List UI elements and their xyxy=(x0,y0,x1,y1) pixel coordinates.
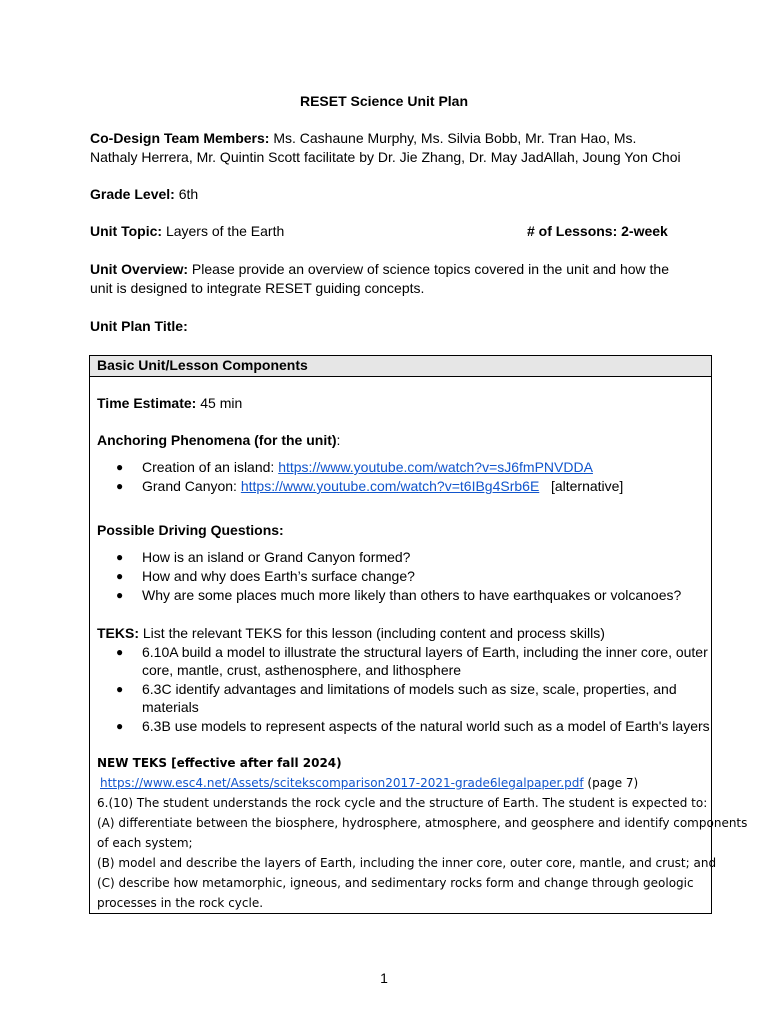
grade-value: 6th xyxy=(174,186,199,202)
new-teks-line: processes in the rock cycle. xyxy=(97,896,264,910)
new-teks-line: (B) model and describe the layers of Earth, including the inner core, outer core, mantle, and crust; and xyxy=(97,856,717,870)
anchoring-label: Anchoring Phenomena (for the unit) xyxy=(97,432,337,448)
components-table: Basic Unit/Lesson Components Time Estimate: 45 min Anchoring Phenomena (for the unit): ● Creation of an island: https://www.youtube.com/watch?v=sJ6fmPNVDDA ● Grand Canyon: https://www.youtube.com/watch?v=t6IBg4Srb6E [alternative] Possible Driving Questions: ● How is an island or Grand Canyon formed? ● How and why does Earth’s surface change? ● Why are some places much more likely than others to have earthquakes or volcanoes? TEKS: List the relevant TEKS for this lesson (including content and process skills) ● 6.10A build a model to illustrate the structural layers of Earth, including the inner core, outer core, mantle, crust, asthenosphere, and lithosphere ● 6.3C identify advantages and limitations of models such as size, scale, properties, and materials ● 6.3B use models to represent aspects of the natural world such as a model of Earth's layers NEW TEKS [effective after fall 2024) https://www.esc4.net/Assets/scitekscomparison2017-2021-grade6legalpaper.pdf (page 7) 6.(10) The student understands the rock cycle and the structure of Earth. The student is expected to: (A) differentiate between the biosphere, hydrosphere, atmosphere, and geosphere and identify components of each system; (B) model and describe the layers of Earth, including the inner core, outer core, mantle, and crust; and (C) describe how metamorphic, igneous, and sedimentary rocks form and change through geologic processes in the rock cycle. xyxy=(89,355,712,914)
bullet-icon: ● xyxy=(116,645,124,659)
grade-level xyxy=(90,185,198,204)
new-teks-line: 6.(10) The student understands the rock cycle and the structure of Earth. The student is expected to: xyxy=(97,796,708,810)
bullet-icon: ● xyxy=(116,719,124,733)
bullet-icon: ● xyxy=(116,588,124,602)
new-teks-link-row: https://www.esc4.net/Assets/scitekscomparison2017-2021-grade6legalpaper.pdf (page 7) xyxy=(100,776,639,790)
teks-intro: List the relevant TEKS for this lesson (including content and process skills) xyxy=(139,625,605,641)
time-label: Time Estimate: xyxy=(97,395,197,411)
team-label: Co-Design Team Members: xyxy=(90,130,270,146)
time-estimate xyxy=(97,394,242,412)
overview-label: Unit Overview: xyxy=(90,261,189,277)
teks-label: TEKS: xyxy=(97,625,139,641)
team-members xyxy=(90,129,636,148)
new-teks-heading: NEW TEKS [effective after fall 2024) xyxy=(97,756,342,770)
table-header xyxy=(90,356,711,377)
plan-title-label: Unit Plan Title: xyxy=(90,318,188,334)
overview-line1: Please provide an overview of science topics covered in the unit and how the xyxy=(188,261,669,277)
grade-label: Grade Level: xyxy=(90,186,175,202)
bullet-icon: ● xyxy=(116,550,124,564)
teks-comparison-link[interactable]: https://www.esc4.net/Assets/scitekscomparison2017-2021-grade6legalpaper.pdf xyxy=(100,776,584,790)
new-teks-line: of each system; xyxy=(97,836,193,850)
teks-heading xyxy=(97,624,605,642)
lessons-count: # of Lessons: 2-week xyxy=(527,223,668,239)
bullet-icon: ● xyxy=(116,479,124,493)
anchoring-heading: Anchoring Phenomena (for the unit): xyxy=(97,432,341,448)
unit-topic xyxy=(90,222,284,241)
new-teks-line: (C) describe how metamorphic, igneous, and sedimentary rocks form and change through geologic xyxy=(97,876,694,890)
unit-overview xyxy=(90,260,669,279)
time-value: 45 min xyxy=(196,395,243,411)
document-title: RESET Science Unit Plan xyxy=(299,93,469,109)
new-teks-line: (A) differentiate between the biosphere, hydrosphere, atmosphere, and geosphere and identify components xyxy=(97,816,748,830)
bullet-icon: ● xyxy=(116,682,124,696)
page-number: 1 xyxy=(380,970,388,986)
island-video-link[interactable]: https://www.youtube.com/watch?v=sJ6fmPNVDDA xyxy=(278,459,593,475)
canyon-video-link[interactable]: https://www.youtube.com/watch?v=t6IBg4Srb6E xyxy=(240,478,540,494)
bullet-icon: ● xyxy=(116,460,124,474)
topic-value: Layers of the Earth xyxy=(162,223,285,239)
unit-plan-title xyxy=(90,317,188,336)
overview-line2: unit is designed to integrate RESET guiding concepts. xyxy=(90,280,425,296)
team-line1: Ms. Cashaune Murphy, Ms. Silvia Bobb, Mr. Tran Hao, Ms. xyxy=(269,130,637,146)
topic-label: Unit Topic: xyxy=(90,223,163,239)
team-line2: Nathaly Herrera, Mr. Quintin Scott facilitate by Dr. Jie Zhang, Dr. May JadAllah, Joung Yon Choi xyxy=(90,149,681,165)
bullet-icon: ● xyxy=(116,569,124,583)
table-header-text: Basic Unit/Lesson Components xyxy=(97,357,308,373)
driving-questions-heading: Possible Driving Questions: xyxy=(97,522,284,538)
